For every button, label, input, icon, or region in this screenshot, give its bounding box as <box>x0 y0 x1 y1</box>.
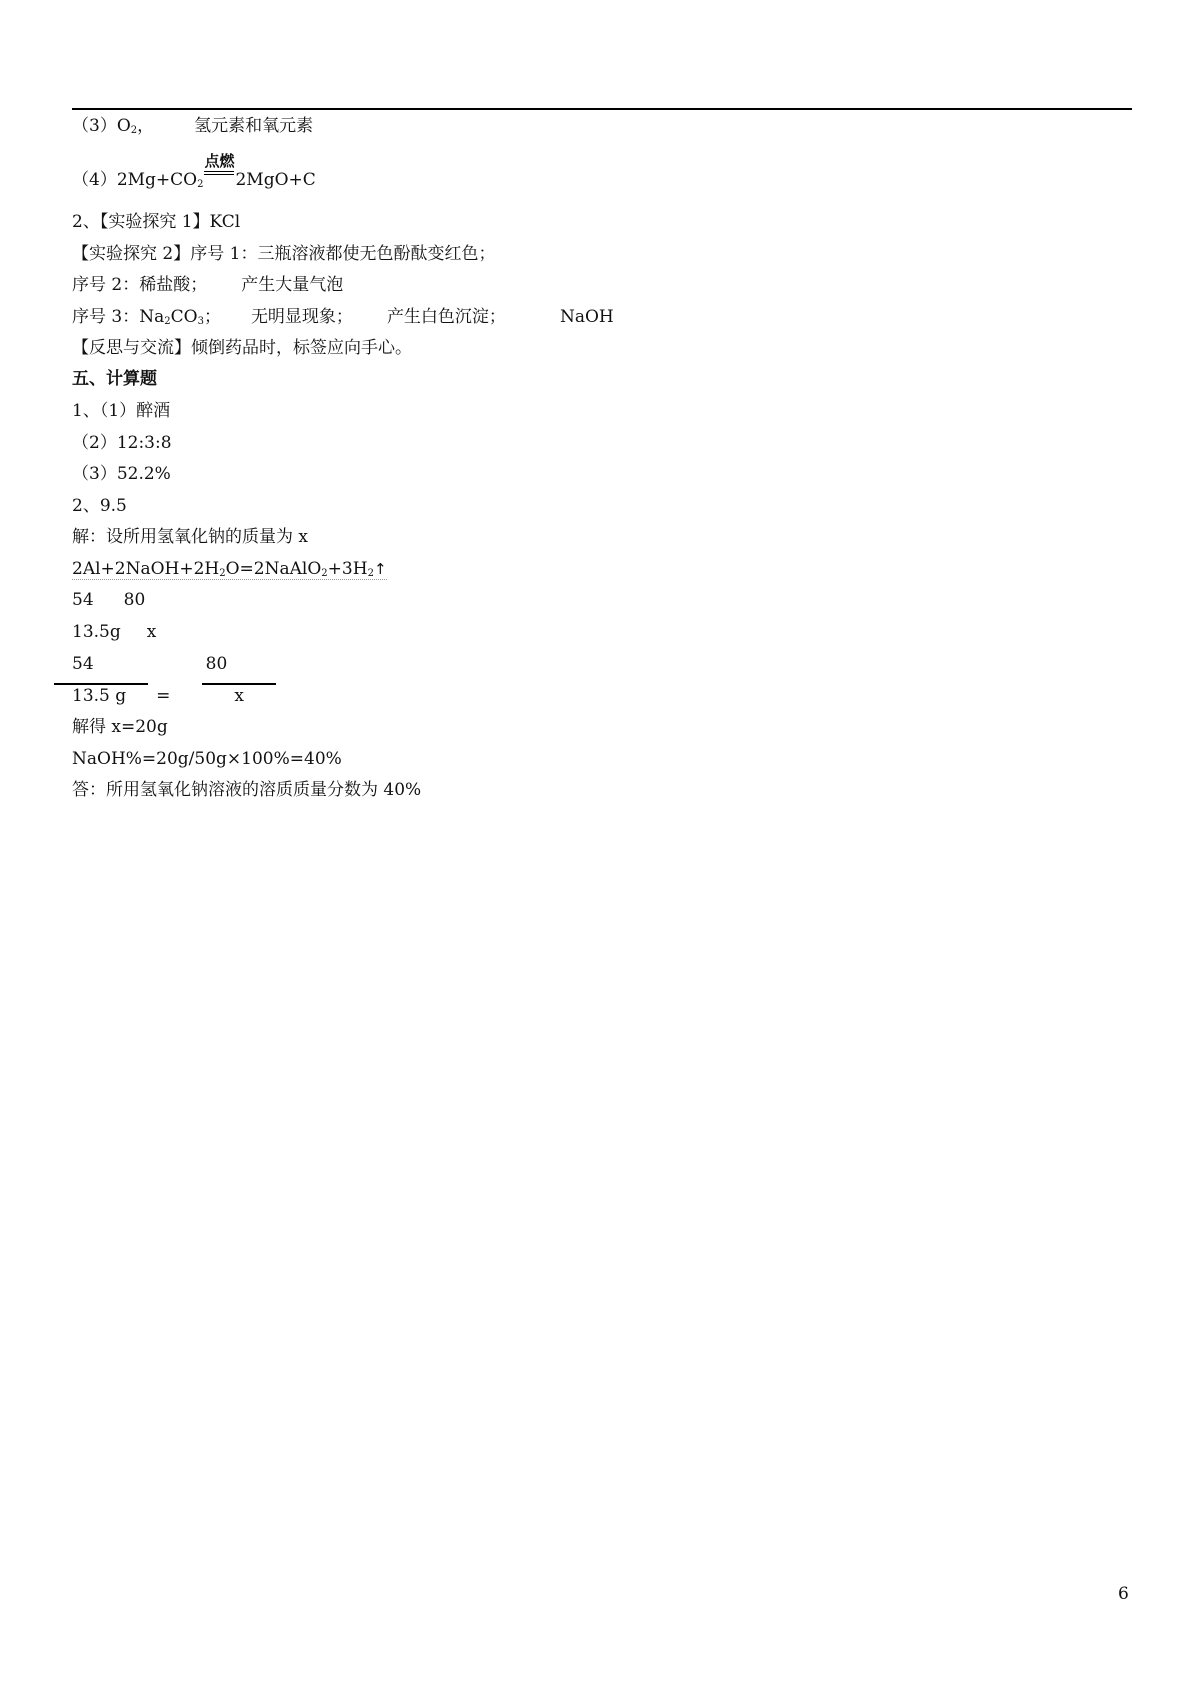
experiment-2-line: 【实验探究 2】序号 1：三瓶溶液都使无色酚酞变红色； <box>72 244 496 264</box>
chemical-equation: $2Al+2NaOH+2H_2O=2NaAlO_2+3H_2↑$ <box>72 559 387 579</box>
solution-line: 解：设所用氢氧化钠的质量为 x <box>72 527 308 547</box>
calc-1-line: 1、（1）醉酒 <box>72 401 171 421</box>
reflection-line: 【反思与交流】倾倒药品时，标签应向手心。 <box>72 338 412 358</box>
header-rule <box>72 108 1132 110</box>
section-heading: 五、计算题 <box>72 369 157 389</box>
percent-line: NaOH%=20g/50g×100%=40% <box>72 749 342 769</box>
calc-1-2-line: （2）12:3:8 <box>72 433 172 453</box>
answer-line-3: $(3)O_2$， 氢元素和氧元素 <box>72 116 314 136</box>
question-2-line: 2、【实验探究 1】KCl <box>72 212 241 232</box>
answer-line-4: $(4)2Mg+CO_2$ 点燃 2MgO+C <box>72 152 316 190</box>
final-answer-line: 答：所用氢氧化钠溶液的溶质质量分数为 40% <box>72 780 422 800</box>
fraction-denominators: 13.5 g = x <box>72 686 244 706</box>
calc-2-line: 2、9.5 <box>72 496 127 516</box>
fraction-numerators: 54 80 <box>72 654 228 674</box>
sequence-3-line: 序号 3：$Na_2CO_3$； 无明显现象； 产生白色沉淀； NaOH <box>72 307 614 327</box>
page-number: 6 <box>1118 1584 1129 1604</box>
reaction-condition: 点燃 <box>204 169 234 189</box>
result-line: 解得 x=20g <box>72 717 168 737</box>
calc-1-3-line: （3）52.2% <box>72 464 171 484</box>
mass-values-line: 13.5g x <box>72 622 157 642</box>
sequence-2-line: 序号 2：稀盐酸； 产生大量气泡 <box>72 275 344 295</box>
mass-ratio-line: 54 80 <box>72 590 146 610</box>
